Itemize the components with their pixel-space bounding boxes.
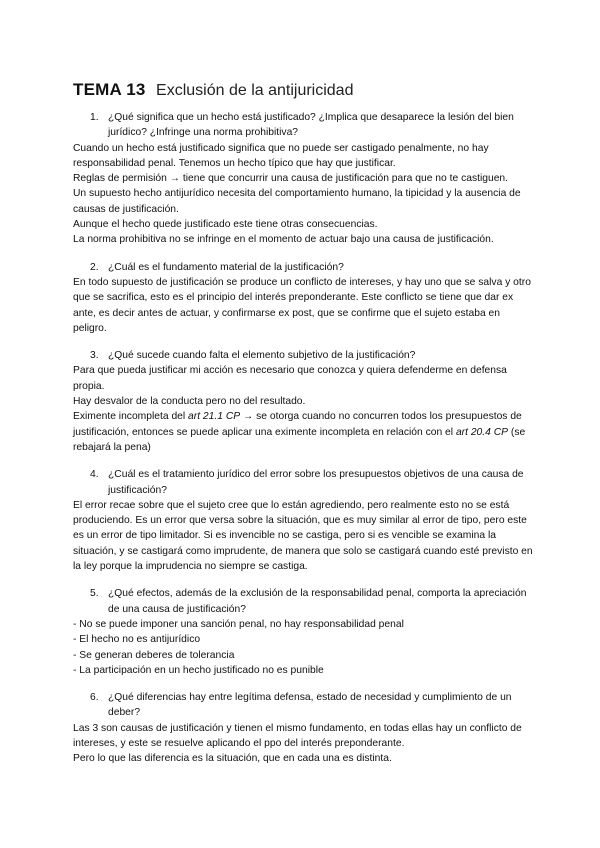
- question-number: 2.: [90, 261, 99, 273]
- question-number: 6.: [90, 692, 99, 704]
- answer-paragraph: Reglas de permisión → tiene que concurrir una causa de justificación para que no te castiguen.: [73, 173, 509, 185]
- answer-paragraph: Las 3 son causas de justificación y tienen el mismo fundamento, en todas ellas hay un conflicto de intereses, y este se resuelve aplicando el ppo del interés preponderante.: [73, 722, 522, 749]
- article-reference: art 21.1 CP: [188, 411, 241, 423]
- question-1: [73, 110, 533, 141]
- answer-paragraph: En todo supuesto de justificación se produce un conflicto de intereses, y hay uno que se salva y otro que se sacrifica, esto es el principio del interés preponderante. Este conflicto se tiene que dar ex ante, es decir antes de actuar, y confirmarse ex post, que se confirme que el sujeto estaba en peligro.: [73, 276, 531, 334]
- list-item: - No se puede imponer una sanción penal, no hay responsabilidad penal: [73, 618, 404, 630]
- question-text: ¿Cuál es el fundamento material de la justificación?: [108, 261, 344, 273]
- question-number: 3.: [90, 350, 99, 362]
- question-6: [73, 690, 533, 721]
- answer-paragraph: Cuando un hecho está justificado significa que no puede ser castigado penalmente, no hay responsabilidad penal. Tenemos un hecho típico que hay que justificar.: [73, 142, 489, 169]
- question-3: [73, 348, 533, 363]
- question-text: ¿Qué sucede cuando falta el elemento subjetivo de la justificación?: [108, 350, 416, 362]
- question-number: 1.: [90, 112, 99, 123]
- question-text: ¿Qué significa que un hecho está justificado? ¿Implica que desaparece la lesión del bien jurídico? ¿Infringe una norma prohibitiva?: [108, 112, 514, 139]
- question-text: ¿Qué diferencias hay entre legítima defensa, estado de necesidad y cumplimiento de un deber?: [108, 692, 512, 719]
- question-number: 5.: [90, 588, 99, 600]
- article-reference: art 20.4 CP: [455, 426, 509, 438]
- tema-title: Exclusión de la antijuricidad: [156, 82, 354, 99]
- page-title: [73, 80, 353, 100]
- answer-paragraph: Hay desvalor de la conducta pero no del resultado.: [73, 396, 306, 408]
- eximente-paragraph: [73, 409, 533, 455]
- answer-paragraph: El error recae sobre que el sujeto cree que lo están agrediendo, pero realmente esto no se está produciendo. Es un error que versa sobre la situación, que es muy similar al error de tipo, pero este es un error de tipo limitador. Si es invencible no se castiga, pero si es vencible se examina la situación, y se castigará como imprudente, de manera que solo se castigará cuando esté previsto en la ley porque la imprudencia no siempre se castiga.: [73, 499, 533, 573]
- eximente-text: → se otorga cuando no concurren todos los presupuestos de justificación, entonces se puede aplicar una eximente incompleta en relación con el: [73, 411, 522, 438]
- answer-paragraph: Pero lo que las diferencia es la situación, que en cada una es distinta.: [73, 753, 392, 765]
- list-item: - La participación en un hecho justificado no es punible: [73, 664, 324, 676]
- list-item: - El hecho no es antijurídico: [73, 634, 201, 646]
- question-text: ¿Qué efectos, además de la exclusión de la responsabilidad penal, comporta la apreciación de una causa de justificación?: [108, 588, 527, 615]
- question-5: [73, 586, 533, 617]
- answer-paragraph: Un supuesto hecho antijurídico necesita del comportamiento humano, la tipicidad y la ausencia de causas de justificación.: [73, 188, 521, 215]
- document-body: [73, 110, 533, 767]
- eximente-text: (se rebajará la pena): [73, 426, 526, 453]
- question-4: [73, 467, 533, 498]
- answer-paragraph: Para que pueda justificar mi acción es necesario que conozca y quiera defenderme en defensa propia.: [73, 365, 507, 392]
- tema-number: TEMA 13: [73, 80, 146, 99]
- eximente-text: Eximente incompleta del: [73, 411, 189, 423]
- question-number: 4.: [90, 469, 99, 481]
- list-item: - Se generan deberes de tolerancia: [73, 649, 235, 661]
- answer-paragraph: Aunque el hecho quede justificado este tiene otras consecuencias.: [73, 219, 378, 231]
- question-2: [73, 260, 533, 275]
- answer-paragraph: La norma prohibitiva no se infringe en el momento de actuar bajo una causa de justificación.: [73, 234, 494, 246]
- question-text: ¿Cuál es el tratamiento jurídico del error sobre los presupuestos objetivos de una causa de justificación?: [108, 469, 524, 496]
